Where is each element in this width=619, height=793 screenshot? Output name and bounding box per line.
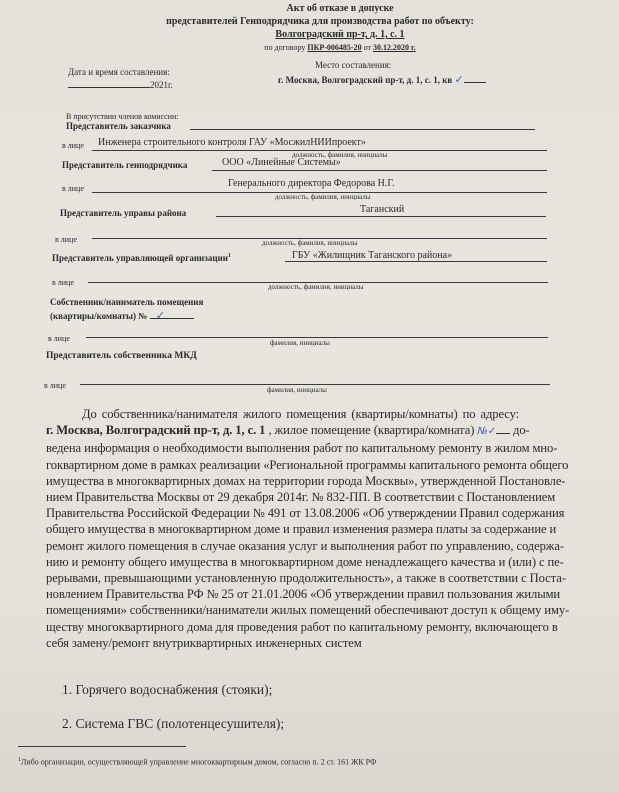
list-item: 2. Система ГВС (полотенцесушителя); bbox=[62, 716, 285, 731]
hint-1: должность, фамилия, инициалы bbox=[292, 151, 388, 159]
hint-4: должность, фамилия, инициалы bbox=[268, 283, 364, 291]
mkd-owner-rep-label: Представитель собственника МКД bbox=[46, 351, 197, 361]
act-title: Акт об отказе в допуске bbox=[286, 3, 394, 14]
date-value: 2021г. bbox=[68, 80, 173, 90]
contractor-rep-label: Представитель генподрядчика bbox=[62, 160, 188, 170]
district-in-person-label: в лице bbox=[55, 235, 77, 244]
district-rep-value: Таганский bbox=[360, 204, 405, 215]
customer-rep-value: Инженера строительного контроля ГАУ «МосжилНИИпроект» bbox=[98, 137, 366, 148]
owner-in-person-label: в лице bbox=[48, 334, 70, 343]
hint-6: фамилия, инициалы bbox=[267, 386, 327, 394]
district-rep-label: Представитель управы района bbox=[60, 208, 187, 218]
place-label: Место составления: bbox=[315, 60, 392, 70]
customer-rep-label: Представитель заказчика bbox=[66, 121, 171, 131]
hint-5: фамилия, инициалы bbox=[270, 339, 330, 347]
contractor-director-value: Генерального директора Федорова Н.Г. bbox=[228, 178, 395, 189]
date-label: Дата и время составления: bbox=[68, 67, 170, 77]
contractor-rep-value: ООО «Линейные Системы» bbox=[222, 157, 341, 168]
mkd-in-person-label: в лице bbox=[44, 381, 66, 390]
checkmark-icon: ✓ bbox=[155, 309, 166, 322]
footnote: $^1$Либо организации, осуществляющей управление многоквартирным домом, согласно п. 2 ст. 161 ЖК РФ bbox=[18, 757, 377, 767]
body-paragraph: До собственника/нанимателя жилого помещения (квартиры/комнаты) по адресу: г. Москва, Волгоградский пр-т, д. 1, с. 1 , жилое помещение (квартира/комната) №✓ до- ведена информация о необходимости выполнения работ по капитальному ремонту в жилом мно- гоквартирном доме в рамках реализации «Региональной программы капитального ремонта общего имущества в многоквартирных домах на территории города Москвы», утвержденной Постановле- нием Правительства Москвы от 29 декабря 2014г. № 832-ПП. В соответствии с Постановлением Правительства Российской Федерации № 491 от 13.08.2006 «Об утверждении Правил содержания общего имущества в многоквартирном доме и правил изменения размера платы за содержание и ремонт жилого помещения в случае оказания услуг и выполнения работ по управлению, содержа- нию и ремонту общего имущества в многоквартирном доме ненадлежащего качества и (или) с пе- рерывами, превышающими установленную продолжительность», а также в соответствии с Поста- новлением Правительства РФ № 25 от 21.01.2006 «Об утверждении правил пользования жилыми помещениями» собственники/наниматели жилых помещений обеспечивают доступ к общему иму- ществу многоквартирного дома для проведения работ по капитальному ремонту, включающего в себя замену/ремонт внутриквартирных инженерных систем bbox=[46, 407, 570, 650]
mgmt-rep-value: ГБУ «Жилищник Таганского района» bbox=[292, 250, 453, 261]
list-item: 1. Горячего водоснабжения (стояки); bbox=[62, 682, 273, 697]
number-sign-handwritten: №✓ bbox=[477, 426, 496, 438]
hint-3: должность, фамилия, инициалы bbox=[262, 239, 358, 247]
mgmt-in-person-label: в лице bbox=[52, 278, 74, 287]
owner-label-1: Собственник/наниматель помещения bbox=[50, 297, 204, 307]
owner-label-2: (квартиры/комнаты) № ✓ bbox=[50, 309, 205, 322]
mgmt-rep-label: Представитель управляющей организации$^1$ bbox=[52, 253, 231, 263]
customer-in-person-label: в лице bbox=[62, 141, 84, 150]
contractor-in-person-label: в лице bbox=[62, 184, 84, 193]
contract-line: по договору ПКР-006485-20 от 30.12.2020 г. bbox=[264, 43, 416, 52]
hint-2: должность, фамилия, инициалы bbox=[275, 193, 371, 201]
object-address: Волгоградский пр-т, д. 1, с. 1 bbox=[275, 29, 405, 40]
checkmark-icon: ✓ bbox=[454, 73, 464, 86]
commission-label: В присутствии членов комиссии: bbox=[66, 112, 179, 121]
act-subtitle: представителей Генподрядчика для производства работ по объекту: bbox=[166, 16, 474, 27]
place-value: г. Москва, Волгоградский пр-т, д. 1, с. 1, кв ✓ bbox=[278, 73, 486, 86]
